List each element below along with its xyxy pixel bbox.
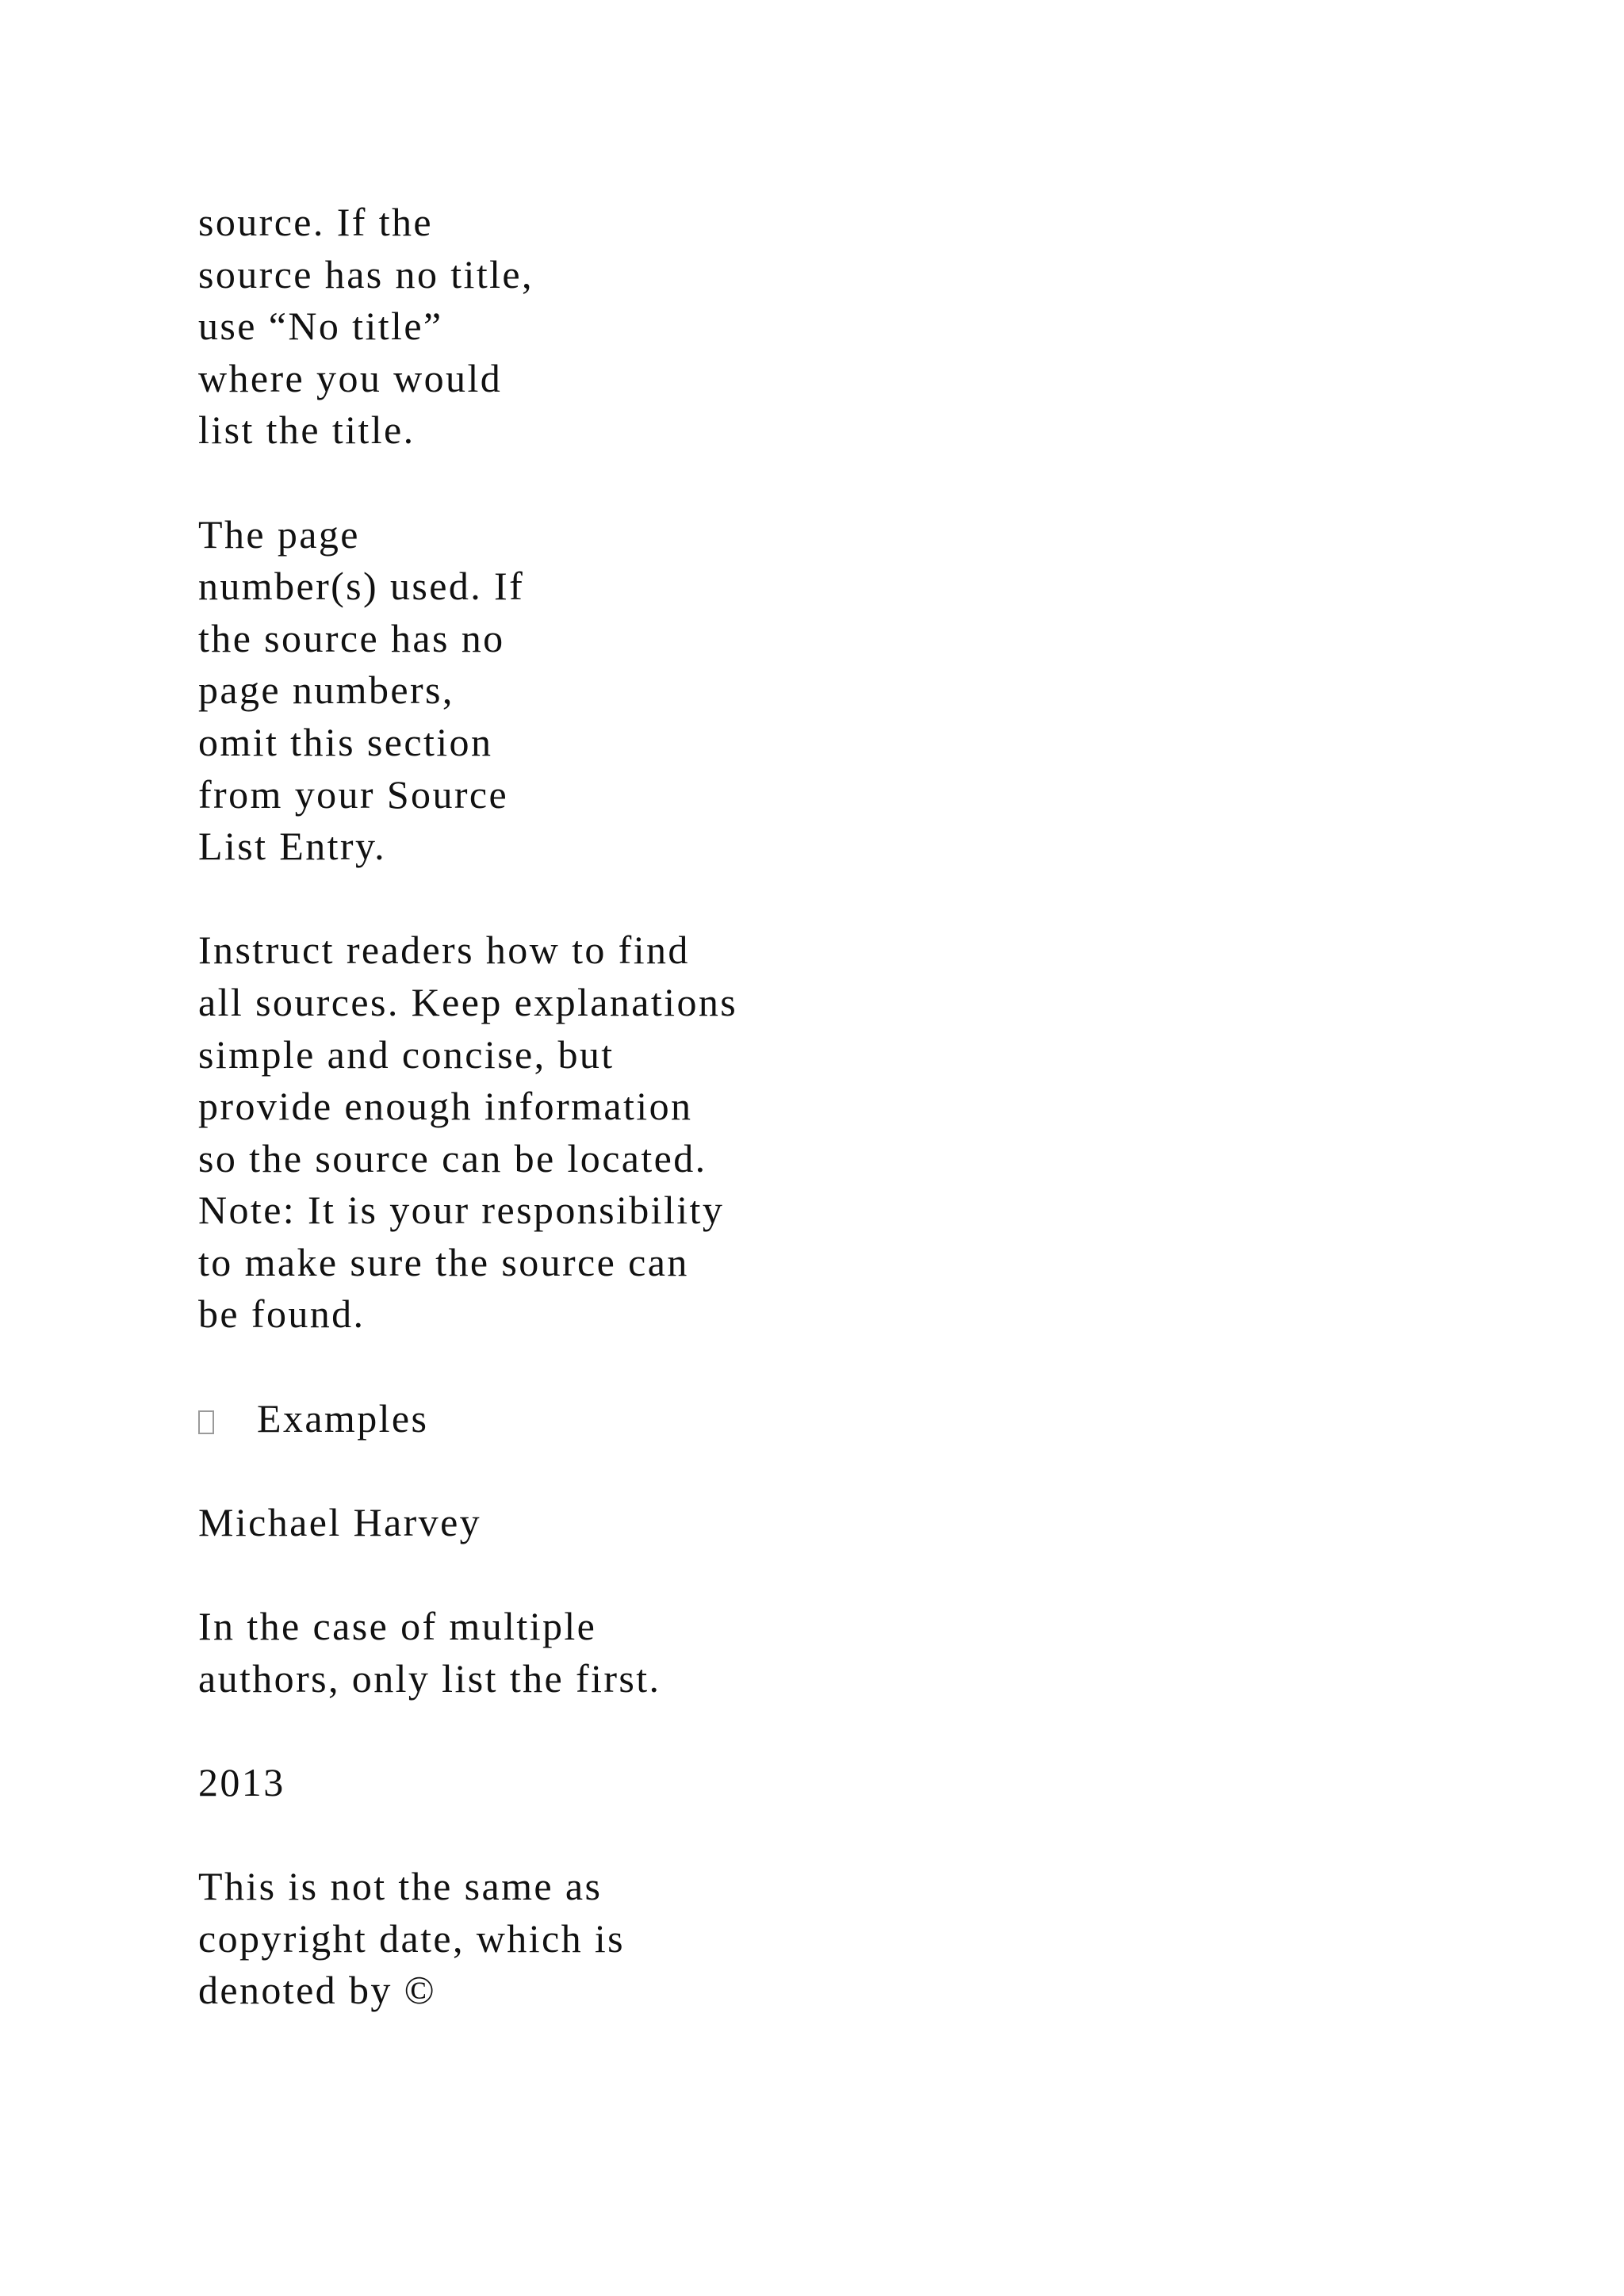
text-line: source has no title,: [198, 251, 534, 297]
paragraph-gap: [198, 1445, 1071, 1497]
text-line: so the source can be located.: [198, 1135, 707, 1181]
text-line: number(s) used. If: [198, 564, 525, 609]
text-line: Instruct readers how to find: [198, 928, 690, 973]
text-line: copyright date, which is: [198, 1915, 626, 1961]
examples-heading: [198, 1393, 1071, 1445]
text-line: This is not the same as: [198, 1864, 603, 1908]
text-line: List Entry.: [198, 824, 387, 869]
page-note-paragraph: [198, 509, 1071, 873]
text-line: be found.: [198, 1292, 366, 1337]
paragraph-gap: [198, 1548, 1071, 1601]
text-line: list the title.: [198, 408, 416, 453]
text-line: authors, only list the first.: [198, 1655, 661, 1701]
text-line: denoted by ©: [198, 1968, 437, 2013]
text-line: simple and concise, but: [198, 1031, 615, 1077]
text-line: omit this section: [198, 719, 493, 764]
text-line: use “No title”: [198, 304, 443, 349]
document-text: [198, 197, 1071, 2017]
text-line: to make sure the source can: [198, 1239, 689, 1284]
text-line: from your Source: [198, 771, 509, 817]
title-note-paragraph: [198, 197, 1071, 457]
text-line: Note: It is your responsibility: [198, 1188, 725, 1233]
checkbox-icon: [198, 1410, 214, 1434]
text-line: source. If the: [198, 200, 433, 244]
text-line: all sources. Keep explanations: [198, 979, 738, 1024]
examples-row: [198, 1393, 1071, 1445]
paragraph-gap: [198, 1341, 1071, 1393]
paragraph-gap: [198, 457, 1071, 509]
text-line: where you would: [198, 355, 503, 400]
authors-note-paragraph: [198, 1601, 1071, 1705]
paragraph-gap: [198, 1808, 1071, 1861]
paragraph-gap: [198, 1705, 1071, 1757]
examples-label: Examples: [257, 1395, 429, 1441]
text-line: page numbers,: [198, 668, 454, 713]
author-example-paragraph: [198, 1497, 1071, 1549]
text-line: In the case of multiple: [198, 1604, 597, 1649]
text-line: provide enough information: [198, 1084, 693, 1129]
year-example-paragraph: [198, 1757, 1071, 1809]
text-line: The page: [198, 511, 360, 557]
instruct-note-paragraph: [198, 924, 1071, 1341]
author-example: Michael Harvey: [198, 1499, 482, 1544]
paragraph-gap: [198, 873, 1071, 925]
date-note-paragraph: [198, 1861, 1071, 2017]
text-line: the source has no: [198, 615, 505, 660]
year-example: 2013: [198, 1759, 285, 1804]
